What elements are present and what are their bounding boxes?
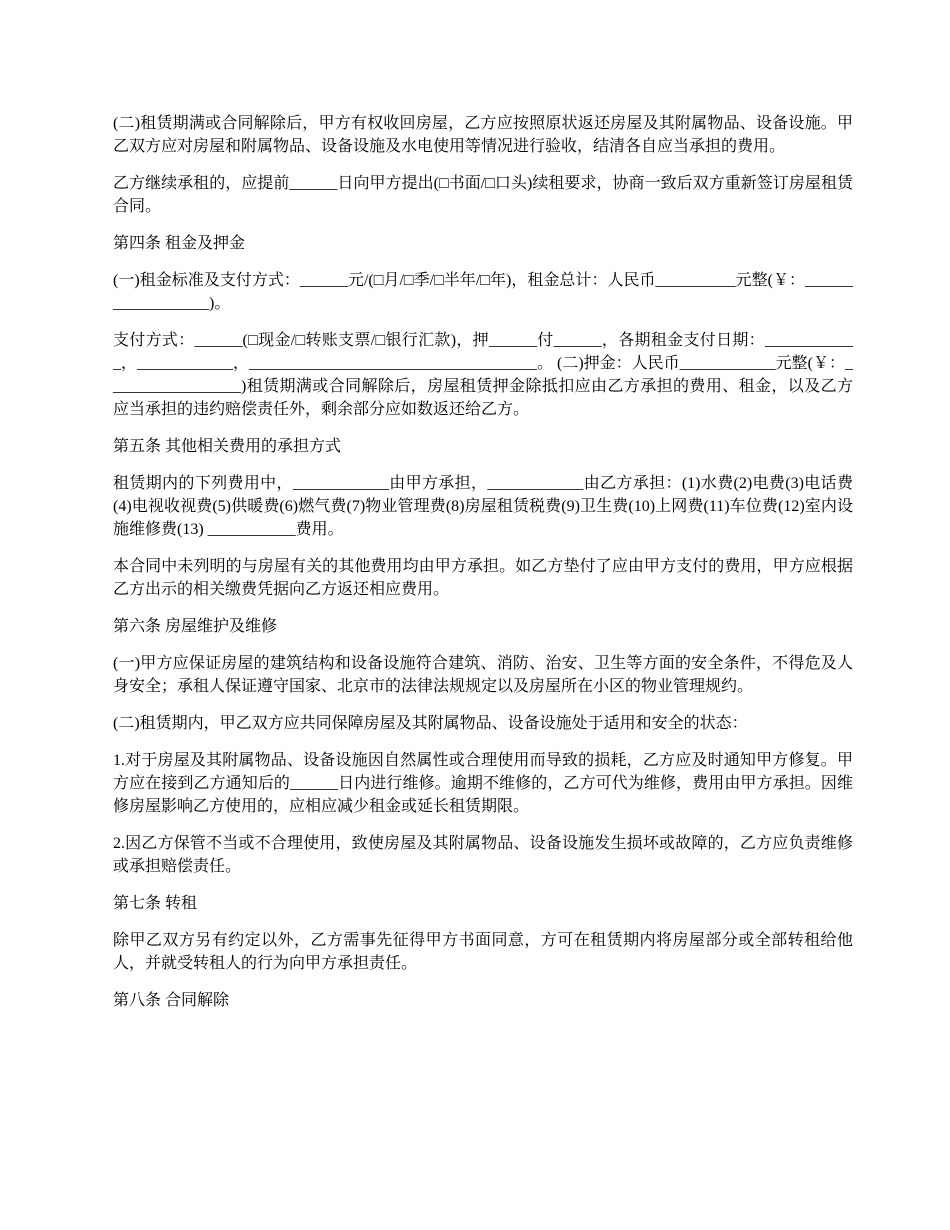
paragraph-repair-item-2: 2.因乙方保管不当或不合理使用，致使房屋及其附属物品、设备设施发生损坏或故障的，乙方应负责维修或承担赔偿责任。 bbox=[113, 835, 853, 875]
paragraph-rent-standard: (一)租金标准及支付方式：______元/(□月/□季/□半年/□年)，租金总计：人民币__________元整(￥：__________________)。 bbox=[113, 272, 853, 312]
document-page bbox=[113, 112, 853, 1026]
heading-article-6: 第六条 房屋维护及维修 bbox=[113, 618, 278, 635]
heading-article-8: 第八条 合同解除 bbox=[113, 992, 230, 1009]
heading-article-7: 第七条 转租 bbox=[113, 895, 198, 912]
paragraph-joint-maintenance: (二)租赁期内，甲乙双方应共同保障房屋及其附属物品、设备设施处于适用和安全的状态： bbox=[113, 715, 748, 732]
paragraph-unlisted-fees: 本合同中未列明的与房屋有关的其他费用均由甲方承担。如乙方垫付了应由甲方支付的费用，甲方应根据乙方出示的相关缴费凭据向乙方返还相应费用。 bbox=[113, 558, 853, 598]
paragraph-repair-item-1: 1.对于房屋及其附属物品、设备设施因自然属性或合理使用而导致的损耗，乙方应及时通知甲方修复。甲方应在接到乙方通知后的______日内进行维修。逾期不维修的，乙方可代为维修，费用由甲方承担。因维修房屋影响乙方使用的，应相应减少租金或延长租赁期限。 bbox=[113, 752, 853, 815]
paragraph-safety-obligation: (一)甲方应保证房屋的建筑结构和设备设施符合建筑、消防、治安、卫生等方面的安全条件，不得危及人身安全；承租人保证遵守国家、北京市的法律法规规定以及房屋所在小区的物业管理规约。 bbox=[113, 655, 853, 695]
paragraph-sublease: 除甲乙双方另有约定以外，乙方需事先征得甲方书面同意，方可在租赁期内将房屋部分或全部转租给他人，并就受转租人的行为向甲方承担责任。 bbox=[113, 932, 853, 972]
heading-article-5: 第五条 其他相关费用的承担方式 bbox=[113, 438, 342, 455]
paragraph-fee-list: 租赁期内的下列费用中，____________由甲方承担，____________由乙方承担：(1)水费(2)电费(3)电话费(4)电视收视费(5)供暖费(6)燃气费(7)物业管理费(8)房屋租赁税费(9)卫生费(10)上网费(11)车位费(12)室内设施维修费(13) ___________费用。 bbox=[113, 475, 853, 538]
paragraph-payment-and-deposit: 支付方式：______(□现金/□转账支票/□银行汇款)，押______付______，各期租金支付日期：____________，____________，____________________________________。 (二)押金：人民币____________元整(￥：_________________)租赁期满或合同解除后，房屋租赁押金除抵扣应由乙方承担的费用、租金，以及乙方应当承担的违约赔偿责任外，剩余部分应如数返还给乙方。 bbox=[113, 332, 853, 418]
heading-article-4: 第四条 租金及押金 bbox=[113, 235, 246, 252]
paragraph-renewal-notice: 乙方继续承租的，应提前______日向甲方提出(□书面/□口头)续租要求，协商一致后双方重新签订房屋租赁合同。 bbox=[113, 175, 853, 215]
paragraph-lease-expiry-return: (二)租赁期满或合同解除后，甲方有权收回房屋，乙方应按照原状返还房屋及其附属物品、设备设施。甲乙双方应对房屋和附属物品、设备设施及水电使用等情况进行验收，结清各自应当承担的费用。 bbox=[113, 115, 853, 155]
